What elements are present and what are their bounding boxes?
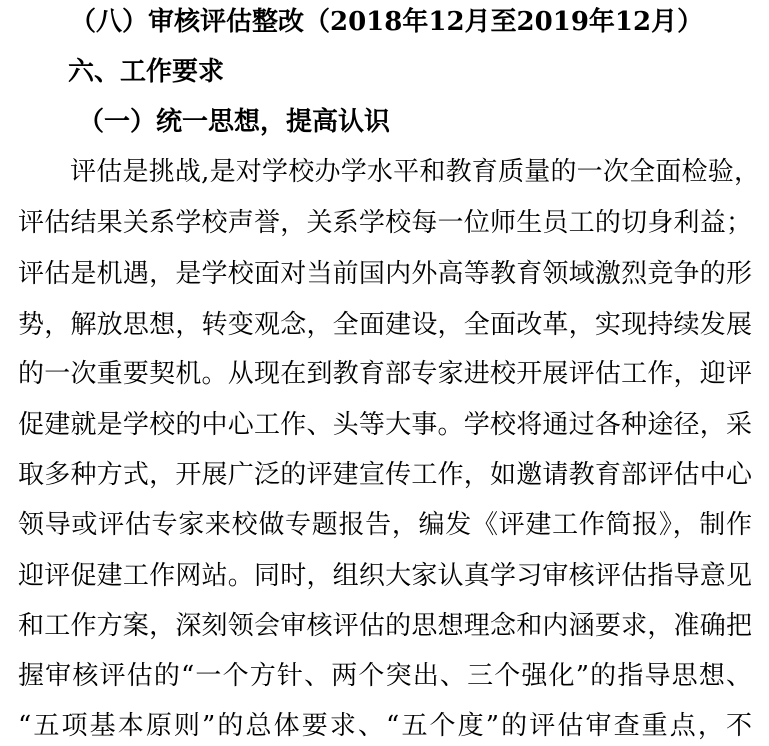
paragraph-line: 领导或评估专家来校做专题报告，编发《评建工作简报》，制作 [18, 510, 752, 540]
section-heading-six: 六、工作要求 [68, 57, 225, 87]
paragraph-line: 取多种方式，开展广泛的评建宣传工作，如邀请教育部评估中心 [18, 460, 752, 490]
paragraph-line: 促建就是学校的中心工作、头等大事。学校将通过各种途径，采 [18, 410, 752, 440]
paragraph-line: 和工作方案，深刻领会审核评估的思想理念和内涵要求，准确把 [18, 611, 752, 641]
paragraph-line: 的一次重要契机。从现在到教育部专家进校开展评估工作，迎评 [18, 359, 752, 389]
paragraph-line: 迎评促建工作网站。同时，组织大家认真学习审核评估指导意见 [18, 561, 752, 591]
paragraph-line: 评估是机遇，是学校面对当前国内外高等教育领域激烈竞争的形 [18, 259, 752, 289]
section-heading-8: （八）审核评估整改（2018年12月至2019年12月） [70, 7, 704, 37]
paragraph-line: 势，解放思想，转变观念，全面建设，全面改革，实现持续发展 [18, 310, 752, 340]
paragraph-line: 评估结果关系学校声誉，关系学校每一位师生员工的切身利益； [18, 208, 752, 238]
paragraph-line: 评估是挑战,是对学校办学水平和教育质量的一次全面检验， [70, 157, 760, 187]
paragraph-line: “五项基本原则”的总体要求、“五个度”的评估审查重点，不 [18, 711, 752, 741]
subsection-heading-1: （一）统一思想，提高认识 [78, 107, 391, 137]
paragraph-line: 握审核评估的“一个方针、两个突出、三个强化”的指导思想、 [18, 661, 752, 691]
